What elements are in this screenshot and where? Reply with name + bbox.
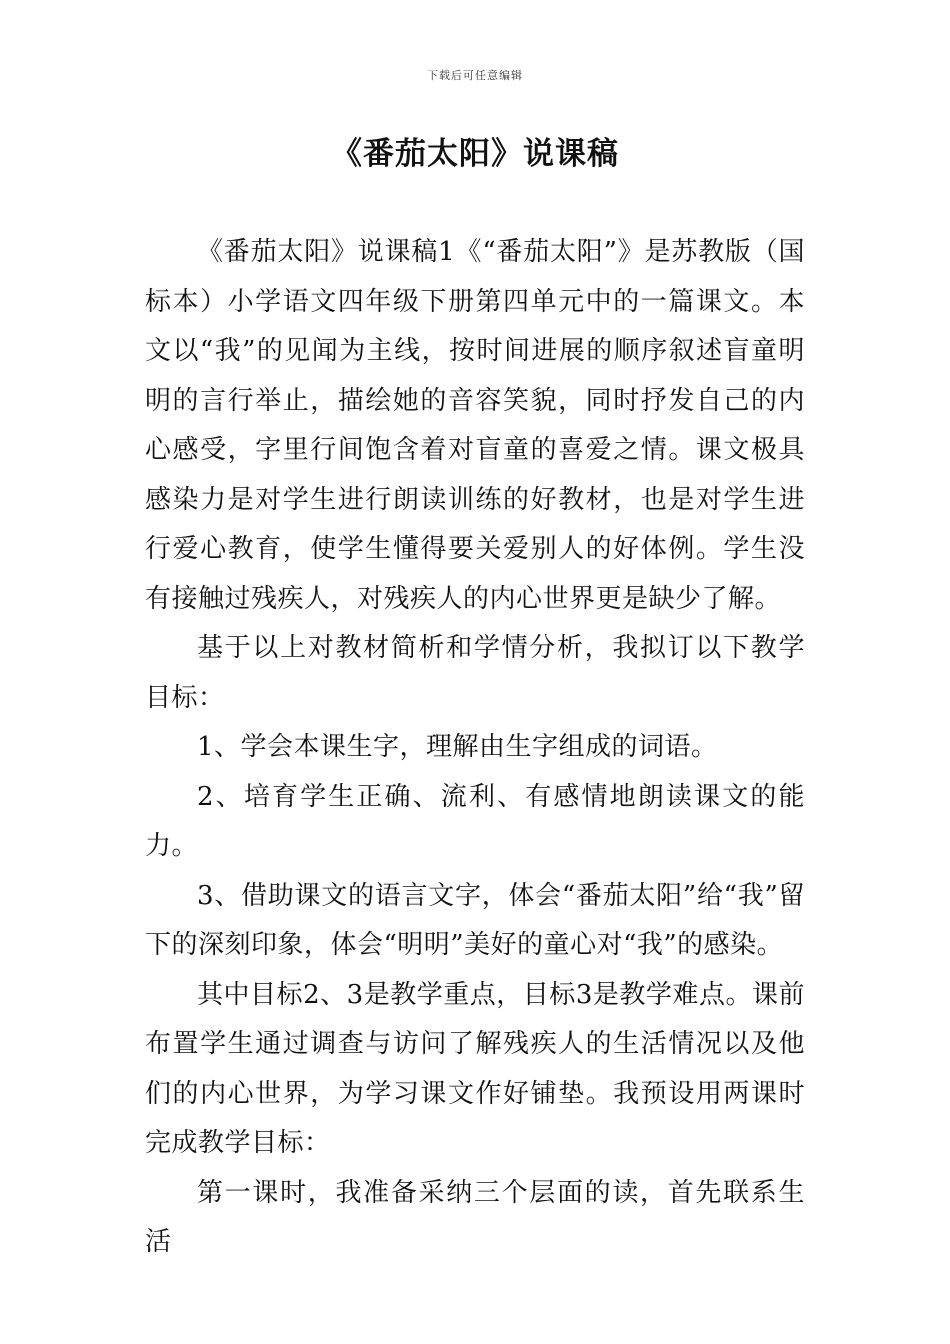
document-title: 《番茄太阳》说课稿 [331,136,619,172]
paragraph-key-points: 其中目标2、3是教学重点，目标3是教学难点。课前布置学生通过调查与访问了解残疾人的生活情况以及他们的内心世界，为学习课文作好铺垫。我预设用两课时完成教学目标： [145,979,805,1158]
paragraph-objective-1: 1、学会本课生字，理解由生字组成的词语。 [197,732,718,762]
paragraph-first-lesson: 第一课时，我准备采纳三个层面的读，首先联系生活 [145,1177,805,1257]
paragraph-objective-3: 3、借助课文的语言文字，体会“番茄太阳”给“我”留下的深刻印象，体会“明明”美好的童心对“我”的感染。 [145,880,805,960]
paragraph-intro: 《番茄太阳》说课稿1《“番茄太阳”》是苏教版（国标本）小学语文四年级下册第四单元中的一篇课文。本文以“我”的见闻为主线，按时间进展的顺序叙述盲童明明的言行举止，描绘她的音容笑貌，同时抒发自己的内心感受，字里行间饱含着对盲童的喜爱之情。课文极具感染力是对学生进行朗读训练的好教材，也是对学生进行爱心教育，使学生懂得要关爱别人的好体例。学生没有接触过残疾人，对残疾人的内心世界更是缺少了解。 [145,237,805,614]
document-body [145,228,805,1268]
paragraph-objective-2: 2、培育学生正确、流利、有感情地朗读课文的能力。 [145,781,805,861]
paragraph-objectives-intro: 基于以上对教材简析和学情分析，我拟订以下教学目标： [145,633,805,713]
header-note: 下载后可任意编辑 [427,69,523,82]
